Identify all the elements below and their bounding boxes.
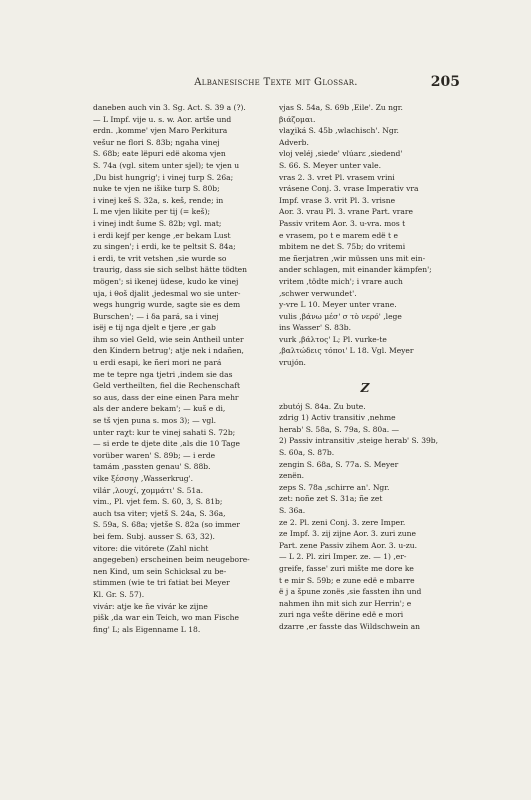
text-line: fing' L; als Eigenname L 18. [93,624,201,634]
text-line: auch tsa viter; vjetš S. 24a, S. 36a, [93,508,226,518]
text-line: als der andere bekam'; — kuš e di, [93,404,226,414]
text-line: vrujón. [279,358,306,368]
text-line: vim., Pl. vjet fem. S. 60, 3, S. 81b; [93,497,223,507]
text-line: zbutój S. 84a. Zu bute. [279,401,366,411]
text-line: zenën. [279,471,305,481]
text-line: me te tepre nga tjetri ‚indem sie das [93,369,233,379]
text-line: t e mir S. 59b; e zune edë e mbarre [279,575,415,585]
text-line: pišk ‚da war ein Teich, wo man Fische [93,613,239,623]
running-title: Albanesische Texte mit Glossar. [194,77,358,88]
text-line: i vinej keš S. 32a, s. keš, rende; in [93,195,224,205]
glossary-entries-z [279,401,451,633]
text-line: S. 66. S. Meyer unter vale. [279,160,381,170]
text-line: i erdi, te vrit vetshen ‚sie wurde so [93,253,227,263]
text-line: zuri nga vešte dërine edë e mori [279,610,404,620]
text-line: nen Kind, um sein Schicksal zu be- [93,566,227,576]
text-line: u erdi esapi, ke ñeri mori ne pará [93,358,222,368]
text-line: nuke te vjen ne išike turp S. 80b; [93,184,220,194]
text-line: se tš vjen puna s. mos 3); — vgl. [93,416,217,426]
text-line: vilár ‚λουχί, χομμάτι' S. 51a. [93,485,204,495]
text-line: erdn. ‚komme' vjen Maro Perkitura [93,126,228,136]
text-line: S. 68b; eate lëpuri edë akoma vjen [93,149,226,159]
text-line: vurk ‚βάλτος' L; Pl. vurke-te [279,334,387,344]
text-line: ihm so viel Geld, wie sein Antheil unter [93,334,244,344]
text-line: — L 2. Pl. ziri Imper. ze. — 1) ‚er- [279,552,407,562]
text-line: vrásene Conj. 3. vrase Imperativ vra [279,184,419,194]
left-column [93,102,261,635]
text-line: 2) Passiv intransitiv ‚steige herab' S. 39b, [279,436,439,446]
text-line: vorüber waren' S. 89b; — i erde [93,450,216,460]
text-line: angegeben) erscheinen beim neugebore- [93,555,250,565]
right-column [279,102,451,633]
section-letter: Z [360,380,370,395]
text-line: wegs hungrig wurde, sagte sie es dem [93,300,241,310]
text-line: ander schlagen, mit einander kämpfen'; [279,265,432,275]
text-line: vike ξέσσηγ ‚Wasserkrug'. [93,474,194,483]
text-line: traurig, dass sie sich selbst hätte tödten [93,265,247,275]
text-line: S. 60a, S. 87b. [279,448,335,458]
page-number: 205 [430,74,460,90]
text-line: S. 74a (vgl. sitem unter sjel); te vjen u [93,160,240,170]
text-line: y-vre L 10. Meyer unter vrane. [279,300,397,310]
text-line: βιάζομαι. [279,114,316,124]
text-line: Kl. Gr. S. 57). [93,589,145,599]
text-line: Geld vertheilten, fiel die Rechenschaft [93,381,241,391]
text-line: ‚βαλτώδεις τόποι' L 18. Vgl. Meyer [279,346,414,356]
text-line: vitore: die vitórete (Zahl nicht [93,543,209,553]
text-line: — si erde te djete dite ‚als die 10 Tage [93,439,240,449]
text-line: ze 2. Pl. zeni Conj. 3. zere Imper. [279,517,406,527]
text-line: — L Impf. vije u. s. w. Aor. artše und [93,114,232,124]
text-line: isëj e tij nga djelt e tjere ‚er gab [93,323,216,333]
text-line: vulis ‚βάνω μέσ' σ τὸ νερό' ‚lege [279,311,402,321]
text-line: so aus, dass der eine einen Para mehr [93,392,239,402]
text-line: nahmen ihn mit sich zur Herrin'; e [279,598,412,608]
running-header [92,74,460,95]
text-line: S. 36a. [279,506,306,515]
text-line: vloj veléj ‚siede' vlúarε ‚siedend' [279,149,403,159]
text-line: vlaχiká S. 45b ‚wlachisch'. Ngr. [279,126,399,136]
text-line: S. 59a, S. 68a; vjetše S. 82a (so immer [93,520,240,530]
text-line: L me vjen likite per tij (= keš); [93,207,211,217]
text-line: zet: noñe zet S. 31a; ñe zet [279,494,383,504]
text-line: ‚schwer verwundet'. [279,288,357,298]
text-line: ë j a špune zonës ‚sie fassten ihn und [279,587,422,597]
text-line: Passiv vritem Aor. 3. u-vra. mos t [279,218,406,228]
text-line: bei fem. Subj. ausser S. 63, 32). [93,531,215,541]
text-line: daneben auch vin 3. Sg. Act. S. 39 a (?). [93,103,246,112]
text-line: herab' S. 58a, S. 79a, S. 80a. — [279,424,400,434]
text-line: Part. zene Passiv zihem Aor. 3. u-zu. [279,540,417,550]
text-line: vjas S. 54a, S. 69b ‚Eile'. Zu ngr. [279,103,403,112]
text-line: mögen'; si ikenej üdese, kudo ke vinej [93,276,239,286]
text-line: tamám ‚passten genau' S. 88b. [93,462,211,472]
text-line: uja, i θoš djalit ‚jedesmal wo sie unter- [93,288,241,298]
text-line: i erdi kejf per kenge ‚er bekam Lust [93,230,231,240]
text-line: vras 2. 3. vret Pl. vrasem vrini [279,172,395,182]
text-line: zdrig 1) Activ transitiv ‚nehme [279,413,396,423]
text-line: vešur ne flori S. 83b; ngaha vinej [93,137,220,147]
text-line: zengin S. 68a, S. 77a. S. Meyer [279,459,399,469]
text-line: stimmen (wie te tri fatiat bei Meyer [93,578,230,588]
text-line: me ñerjatren ‚wir müssen uns mit ein- [279,253,426,263]
glossary-entries-v [279,102,451,369]
text-line: dzarre ‚er fasste das Wildschwein an [279,621,420,631]
text-line: vivár: atje ke ňe vivár ke zijne [93,601,208,611]
text-line: zu singen'; i erdi, ke te peltsit S. 84a; [93,242,236,252]
text-line: vritem ‚tödte mich'; i vrare auch [279,276,403,286]
text-line: e vrasem, po t e marem edë t e [279,230,398,240]
text-line: Adverb. [279,137,309,147]
text-line: zeps S. 78a ‚schirre an'. Ngr. [279,482,390,492]
text-line: ze Impf. 3. zij zijne Aor. 3. zuri zune [279,529,416,539]
text-line: unter raχt: kur te vinej sahati S. 72b; [93,427,236,437]
text-line: Impf. vrase 3. vrit Pl. 3. vrisne [279,195,396,205]
text-line: den Kindern betrug'; atje nek i ndañen, [93,346,244,356]
text-line: ins Wasser' S. 83b. [279,323,351,333]
text-line: i vinej indt šume S. 82b; vgl. mat; [93,218,222,228]
text-line: greife, fasse' zuri mište me dore ke [279,563,414,573]
text-line: ‚Du bist hungrig'; i vinej turp S. 26a; [93,172,234,182]
text-line: mbitem ne det S. 75b; do vritemi [279,242,406,252]
text-line: Burschen'; — i δa pará, sa i vinej [93,311,219,321]
text-line: Aor. 3. vrau Pl. 3. vrane Part. vrare [279,207,413,217]
